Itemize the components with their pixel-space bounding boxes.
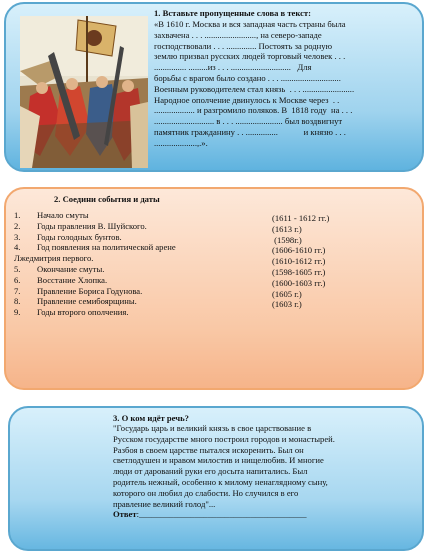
task-1-line: землю призвал русских людей торговый человек . . . [154, 51, 346, 62]
date-item: (1598-1605 гг.) [272, 266, 326, 277]
task-2-card [4, 187, 424, 390]
event-number: 3. [14, 231, 21, 242]
event-number: 7. [14, 285, 21, 296]
event-text: Правление Бориса Годунова. [37, 285, 143, 296]
task-1-line: Народное ополчение двинулось к Москве через . . [154, 94, 340, 105]
event-item [14, 210, 176, 221]
task-1-line: Военным руководителем стал князь . . . ........................ [154, 83, 355, 94]
date-item: (1598г.) [272, 234, 302, 245]
date-item: (1600-1603 гг.) [272, 277, 326, 288]
event-item [14, 253, 176, 264]
event-text: Восстание Хлопка. [37, 274, 108, 285]
answer-line [113, 509, 335, 520]
event-item [14, 307, 176, 318]
event-item [14, 242, 176, 253]
task-3-quote [113, 423, 335, 520]
event-item [14, 232, 176, 243]
task-3-card [8, 406, 424, 551]
event-item [14, 296, 176, 307]
event-text: Начало смуты [37, 210, 89, 220]
event-text: Правление семибоярщины. [37, 296, 137, 307]
task-1-line: памятник гражданину . . ............... и князю . . . [154, 126, 346, 137]
quote-line: Русском государстве много построил городов и монастырей. [113, 433, 335, 444]
date-item: (1605 г.) [272, 288, 302, 299]
date-item: (1613 г.) [272, 223, 302, 234]
task-1-card [4, 2, 424, 172]
task-1-line: борьбы с врагом было создано . . . ............................ [154, 72, 341, 83]
task-1-line: ............................ в . . . ...................... был воздвигнут [154, 116, 343, 127]
task-1-line: ....................,.». [154, 137, 208, 148]
event-text: Лжедмитрия первого. [14, 253, 94, 264]
task-1-line: господствовали . . . .............. Постоять за родную [154, 40, 332, 51]
date-item: (1611 - 1612 гг.) [272, 213, 330, 223]
event-item [14, 221, 176, 232]
date-item: (1603 г.) [272, 299, 302, 310]
dates-list [272, 213, 329, 310]
task-1-line: ................... и разгромило поляков. В 1818 году на . . . [154, 105, 353, 116]
quote-line: которого он любил до слабости. Но случился в его [113, 487, 299, 498]
event-number: 1. [14, 210, 21, 220]
event-item [14, 275, 176, 286]
date-item: (1606-1610 гг.) [272, 245, 326, 256]
task-3-title: 3. О ком идёт речь? [113, 413, 189, 423]
historical-painting [20, 16, 148, 168]
events-list [14, 210, 176, 318]
event-item [14, 264, 176, 275]
event-number: 8. [14, 296, 21, 307]
event-item [14, 286, 176, 297]
answer-label: Ответ [113, 509, 137, 520]
answer-blank[interactable]: :_______________________________________ [136, 509, 307, 520]
event-number: 2. [14, 220, 21, 231]
event-text: Год появления на политической арене [37, 242, 176, 253]
quote-line: Разбоя в своем царстве пытался искоренить. Был он [113, 444, 304, 455]
event-number: 5. [14, 263, 21, 274]
event-number: 6. [14, 274, 21, 285]
task-2-title: 2. Соедини события и даты [54, 194, 160, 204]
task-1-line: «В 1610 г. Москва и вся западная часть страны была [154, 19, 346, 29]
event-number: 4. [14, 242, 21, 253]
quote-line: светлодушен и нравом милостив и нищелюбив. И многие [113, 455, 324, 466]
task-1-text [154, 19, 354, 149]
quote-line: родитель нежный, особенно к милому ненаглядному сыну, [113, 476, 328, 487]
quote-line: люди от дарований руки его досыта напитались. Был [113, 466, 308, 477]
date-item: (1610-1612 гг.) [272, 256, 326, 267]
event-text: Годы голодных бунтов. [37, 231, 122, 242]
task-1-title: 1. Вставьте пропущенные слова в текст: [154, 8, 311, 18]
event-text: Годы правления В. Шуйского. [37, 220, 147, 231]
event-text: Годы второго ополчения. [37, 307, 129, 318]
task-1-line: ............... .........из . . . ............................ Для [154, 62, 312, 73]
task-1-line: захвачена . . . ........................, на северо-западе [154, 29, 322, 40]
quote-line: "Государь царь и великий князь в свое царствование в [113, 423, 312, 433]
event-number: 9. [14, 307, 21, 318]
event-text: Окончание смуты. [37, 263, 105, 274]
quote-line: правление великий голод"... [113, 498, 216, 509]
